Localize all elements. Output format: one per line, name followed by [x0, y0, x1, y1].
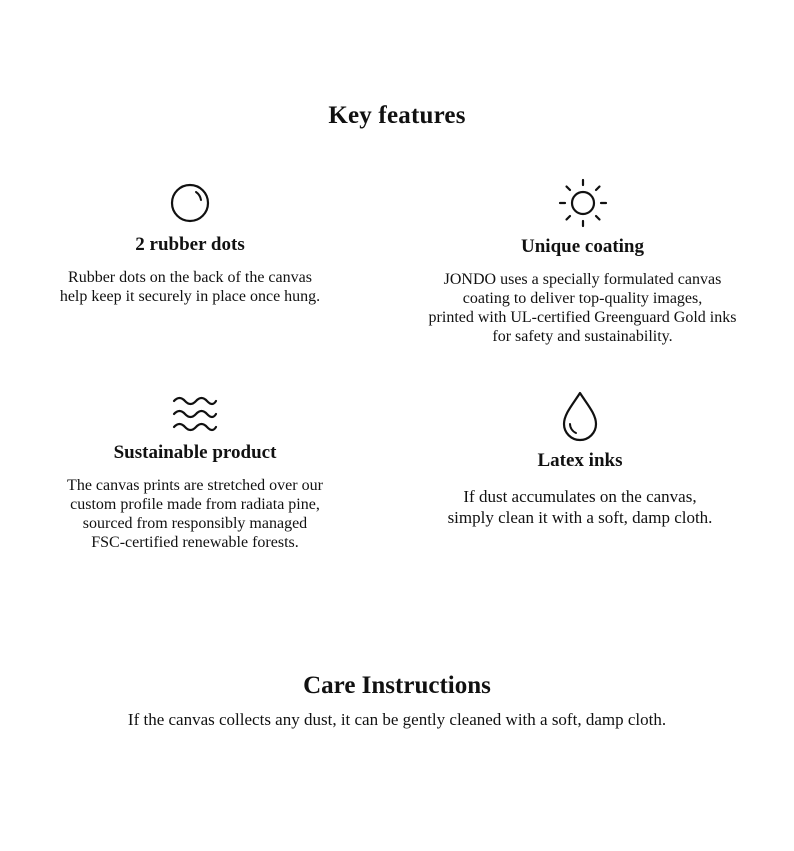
- droplet-icon: [559, 390, 601, 444]
- description-line: If dust accumulates on the canvas,: [463, 487, 697, 506]
- description-line: custom profile made from radiata pine,: [70, 496, 320, 513]
- feature-latex-inks: [410, 390, 750, 528]
- feature-description: [410, 270, 755, 346]
- description-line: printed with UL-certified Greenguard Gold inks: [428, 309, 737, 326]
- feature-title: 2 rubber dots: [135, 234, 245, 255]
- circle-icon: [169, 182, 211, 224]
- feature-unique-coating: [410, 176, 755, 346]
- sun-icon: [556, 176, 610, 230]
- description-line: for safety and sustainability.: [492, 328, 673, 345]
- feature-sustainable-product: [30, 392, 360, 552]
- description-line: JONDO uses a specially formulated canvas: [443, 271, 722, 288]
- description-line: The canvas prints are stretched over our: [67, 477, 323, 494]
- description-line: help keep it securely in place once hung.: [59, 288, 321, 305]
- feature-title: Unique coating: [521, 236, 644, 257]
- feature-rubber-dots: [30, 182, 350, 306]
- description-line: Rubber dots on the back of the canvas: [68, 269, 312, 286]
- description-line: simply clean it with a soft, damp cloth.: [447, 508, 713, 527]
- feature-description: [30, 268, 350, 306]
- feature-description: [410, 486, 750, 528]
- waves-icon: [172, 392, 218, 434]
- description-line: FSC-certified renewable forests.: [91, 534, 299, 551]
- key-features-title: Key features: [328, 102, 466, 129]
- description-line: sourced from responsibly managed: [82, 515, 308, 532]
- description-line: coating to deliver top-quality images,: [462, 290, 703, 307]
- feature-title: Sustainable product: [113, 442, 277, 463]
- care-instructions-title: Care Instructions: [303, 672, 491, 699]
- care-instructions-text: If the canvas collects any dust, it can be gently cleaned with a soft, damp cloth.: [127, 710, 667, 729]
- feature-title: Latex inks: [537, 450, 623, 471]
- feature-description: [30, 476, 360, 552]
